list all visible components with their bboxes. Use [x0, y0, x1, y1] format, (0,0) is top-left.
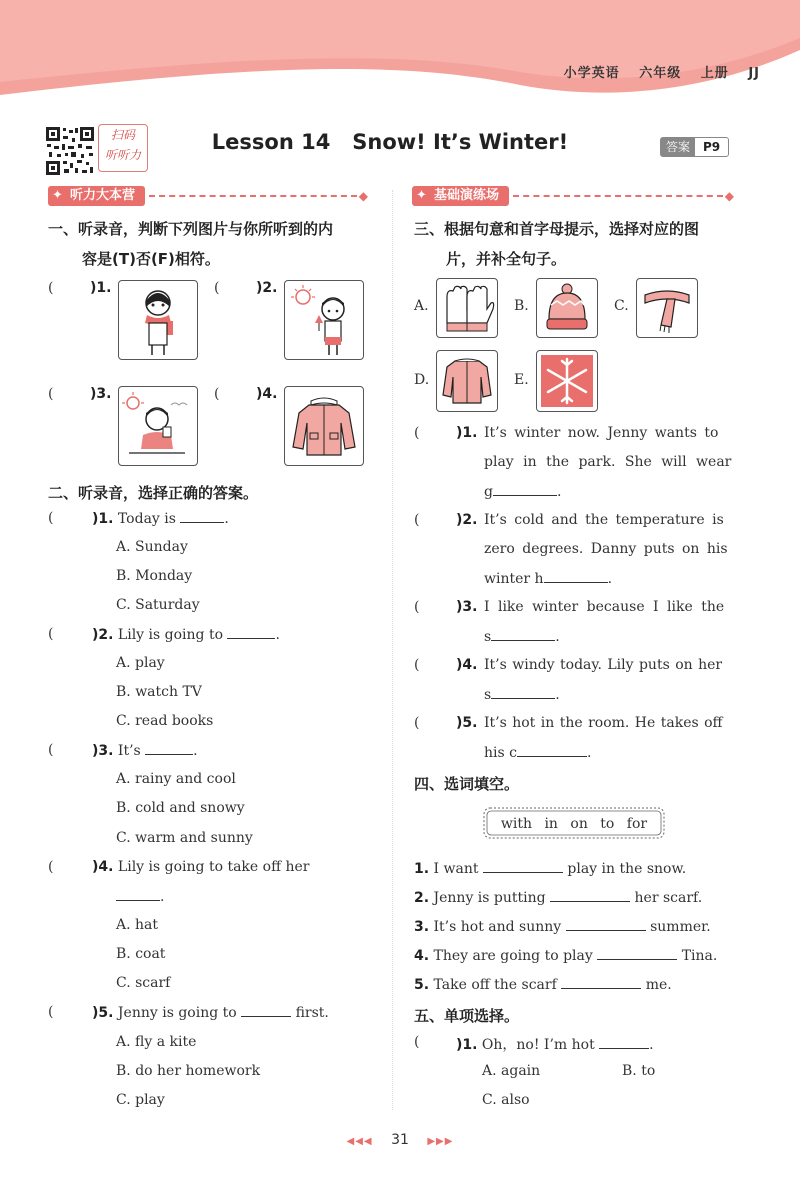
picture-label: B. — [514, 298, 529, 314]
option[interactable]: A. play — [116, 655, 165, 671]
option[interactable]: A. rainy and cool — [116, 771, 236, 787]
question-line: )1. Oh，no! I’m hot . — [456, 1037, 654, 1053]
sec3-title-line1: 三、根据句意和首字母提示，选择对应的图 — [414, 220, 700, 238]
item-number: )3. — [90, 386, 112, 402]
answer-paren[interactable]: ( — [214, 386, 220, 402]
picture-label: C. — [614, 298, 629, 314]
fill-sentence: 5. Take off the scarf me. — [414, 977, 672, 993]
volume: 上册 — [700, 66, 729, 81]
lesson-title: Lesson 14 Snow! It’s Winter! — [211, 130, 569, 154]
answer-paren[interactable]: ( — [48, 1004, 54, 1020]
option[interactable]: C. warm and sunny — [116, 830, 253, 846]
item-fill: s . — [484, 629, 560, 645]
item-fill: winter h . — [484, 571, 613, 587]
fill-sentence: 1. I want play in the snow. — [414, 861, 687, 877]
answer-paren[interactable]: ( — [414, 512, 420, 528]
coat-icon — [436, 350, 498, 412]
option[interactable]: A. fly a kite — [116, 1034, 197, 1050]
question-line: )1. Today is . — [92, 511, 229, 527]
option[interactable]: B. coat — [116, 946, 166, 962]
answer-blank[interactable] — [241, 1004, 291, 1017]
subject: 小学英语 — [563, 66, 620, 81]
answer-paren[interactable]: ( — [48, 626, 54, 642]
answer-paren[interactable]: ( — [48, 510, 54, 526]
answer-blank[interactable] — [227, 626, 275, 639]
answer-blank[interactable] — [517, 744, 587, 757]
item-fill: g . — [484, 484, 562, 500]
item-text: I like winter because I like the — [484, 599, 725, 615]
answer-paren[interactable]: ( — [414, 425, 420, 441]
option[interactable]: C. play — [116, 1092, 165, 1108]
option[interactable]: B. watch TV — [116, 684, 202, 700]
sec5-title: 五、单项选择。 — [414, 1007, 520, 1025]
sec1-title-line2: 容是(T)否(F)相符。 — [82, 250, 220, 268]
gloves-icon — [436, 278, 498, 338]
answer-blank[interactable] — [116, 888, 160, 901]
question-line-2: . — [116, 888, 164, 905]
answer-label: 答案 — [661, 138, 695, 156]
sec4-title: 四、选词填空。 — [414, 775, 520, 793]
answer-blank[interactable] — [145, 742, 193, 755]
fill-sentence: 4. They are going to play Tina. — [414, 948, 718, 964]
answer-blank[interactable] — [566, 918, 646, 931]
answer-paren[interactable]: ( — [48, 859, 54, 875]
option[interactable]: A. Sunday — [116, 539, 188, 555]
answer-paren[interactable]: ( — [48, 742, 54, 758]
fill-sentence: 2. Jenny is putting her scarf. — [414, 890, 703, 906]
boy-sun-icecream-icon — [284, 280, 364, 360]
grade: 六年级 — [639, 66, 682, 81]
answer-paren[interactable]: ( — [414, 657, 420, 673]
question-line: )4. Lily is going to take off her — [92, 859, 310, 875]
answer-paren[interactable]: ( — [414, 715, 420, 731]
item-number: )3. — [456, 599, 478, 615]
coat-icon — [284, 386, 364, 466]
qr-label: 扫码 听听力 — [98, 124, 148, 172]
item-number: )1. — [456, 425, 478, 441]
edition: JJ — [748, 66, 760, 81]
column-divider — [392, 190, 393, 1110]
option[interactable]: C. also — [482, 1092, 530, 1108]
item-fill: his c . — [484, 745, 592, 761]
option[interactable]: A. again — [482, 1063, 541, 1079]
star-icon: ✦ — [52, 188, 63, 203]
picture-label: D. — [414, 372, 430, 388]
option[interactable]: C. read books — [116, 713, 214, 729]
girl-drinking-sun-icon — [118, 386, 198, 466]
answer-blank[interactable] — [599, 1036, 649, 1049]
girl-with-scarf-icon — [118, 280, 198, 360]
option[interactable]: A. hat — [116, 917, 158, 933]
fill-sentence: 3. It’s hot and sunny summer. — [414, 919, 711, 935]
scarf-icon — [636, 278, 698, 338]
sec1-title-line1: 一、听录音，判断下列图片与你所听到的内 — [48, 220, 334, 238]
answer-paren[interactable]: ( — [48, 386, 54, 402]
answer-tag[interactable] — [660, 137, 729, 157]
star-icon: ✦ — [416, 188, 427, 203]
answer-blank[interactable] — [483, 860, 563, 873]
answer-blank[interactable] — [597, 947, 677, 960]
question-line: )2. Lily is going to . — [92, 627, 280, 643]
item-text: It’s winter now. Jenny wants to — [484, 425, 719, 441]
item-number: )5. — [456, 715, 478, 731]
answer-blank[interactable] — [491, 686, 555, 699]
option[interactable]: C. scarf — [116, 975, 171, 991]
header-meta — [550, 62, 760, 81]
option[interactable]: C. Saturday — [116, 597, 200, 613]
word-bank: with in on to for — [500, 816, 648, 832]
answer-blank[interactable] — [493, 483, 557, 496]
item-number: )1. — [90, 280, 112, 296]
item-text: It’s hot in the room. He takes off — [484, 715, 723, 731]
answer-paren[interactable]: ( — [214, 280, 220, 296]
answer-blank[interactable] — [561, 976, 641, 989]
option[interactable]: B. to — [622, 1063, 656, 1079]
item-text: play in the park. She will wear — [484, 454, 732, 470]
item-text: It’s cold and the temperature is — [484, 512, 724, 528]
page-number: ◀◀◀ 31 ▶▶▶ — [346, 1132, 454, 1148]
item-number: )2. — [256, 280, 278, 296]
sec3-title-line2: 片，并补全句子。 — [446, 250, 567, 268]
item-text: It’s windy today. Lily puts on her — [484, 657, 723, 673]
item-text: zero degrees. Danny puts on his — [484, 541, 728, 557]
next-arrows-icon: ▶▶▶ — [427, 1136, 454, 1147]
item-number: )4. — [256, 386, 278, 402]
hat-icon — [536, 278, 598, 338]
banner-right: ✦ 基础演练场 ◆ — [412, 186, 734, 206]
answer-blank[interactable] — [491, 628, 555, 641]
item-fill: s . — [484, 687, 560, 703]
header-band — [0, 0, 800, 110]
banner-left: ✦ 听力大本营 ◆ — [48, 186, 368, 206]
item-number: )2. — [456, 512, 478, 528]
option[interactable]: B. cold and snowy — [116, 800, 245, 816]
question-line: )3. It’s . — [92, 743, 198, 759]
prev-arrows-icon: ◀◀◀ — [346, 1136, 373, 1147]
answer-blank[interactable] — [180, 510, 224, 523]
option[interactable]: B. do her homework — [116, 1063, 261, 1079]
sec2-title: 二、听录音，选择正确的答案。 — [48, 484, 259, 502]
answer-paren[interactable]: ( — [414, 599, 420, 615]
snowflake-icon — [536, 350, 598, 412]
question-line: )5. Jenny is going to first. — [92, 1005, 329, 1021]
answer-paren[interactable]: ( — [414, 1034, 420, 1050]
item-number: )4. — [456, 657, 478, 673]
answer-page: P9 — [703, 140, 721, 154]
answer-blank[interactable] — [544, 570, 608, 583]
picture-label: E. — [514, 372, 529, 388]
answer-blank[interactable] — [550, 889, 630, 902]
picture-label: A. — [414, 298, 429, 314]
option[interactable]: B. Monday — [116, 568, 193, 584]
answer-paren[interactable]: ( — [48, 280, 54, 296]
